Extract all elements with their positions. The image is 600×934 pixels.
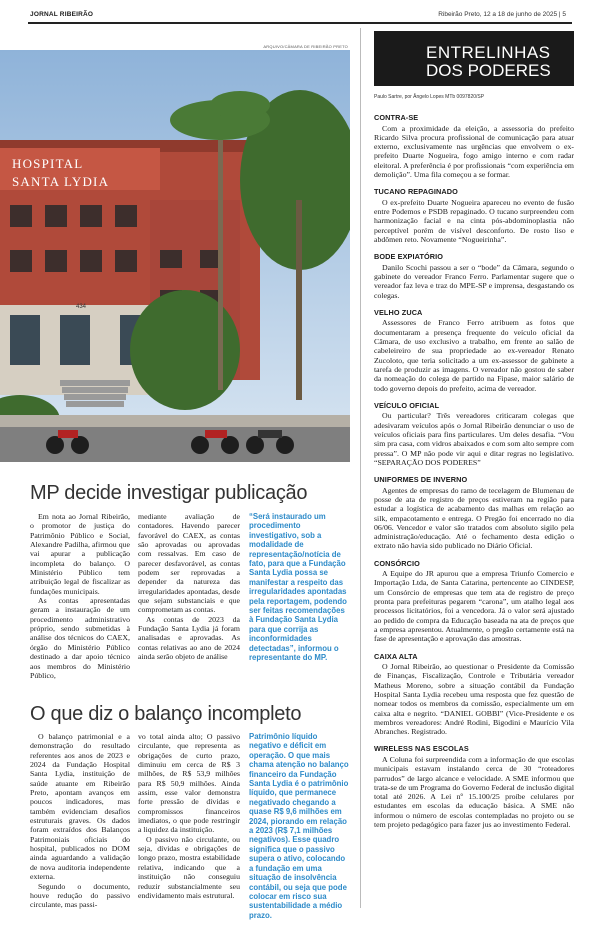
masthead [0,0,600,28]
column-title-dos: DOS [426,61,463,80]
article1-col1 [30,512,130,680]
section-text: Assessores de Franco Ferro atribuem as fotos que documentaram a presença frequente do veículo oficial da Câmara, de uso exclusivo a trabalho, em frente ao salão de cabeleireiro de sua propriedade ao ex-vereador Renato Zucoloto, que teria solicitado a um ex-assessor de gabinete a tarefa de produzir as imagens. O vereador não gostou de saber da nomeação do colega de partido na Fipase, maior salário de todo governo depois do prefeito, acima de vereador. [374,318,574,393]
article1-col1-p2: As contas apresentadas geram a instauração de um procedimento administrativo próprio, sendo submetidas à análise dos técnicos do CAEX, órgão do Ministério Público destinado a dar apoio técnico aos membros do Ministério Público, [30,596,130,680]
column-section [374,308,574,393]
column-divider [360,28,361,908]
column-section [374,252,574,300]
publication-name: JORNAL RIBEIRÃO [30,11,94,18]
column-section [374,744,574,829]
section-title: CONTRA-SE [374,113,419,122]
section-title: BODE EXPIATÓRIO [374,252,444,262]
hospital-sign-line2: SANTA LYDIA [12,174,110,189]
column-byline: Paulo Sartre, por Ângelo Lopes MTb 0097820/SP [374,94,485,100]
section-text: A Coluna foi surpreendida com a informação de que escolas municipais estavam instalando cerca de 30 “roteadores parrudos” de largo alcance e velocidade. A SME informou que trata-se de um Programa do Governo Federal de inclusão digital total até 2026. A Lei nº 15.100/25 proíbe celulares por estudantes em escolas da educação básica. A SME não informou o número de escolas contempladas no projeto ou se tem projeto pedagógico para fazer jus ao investimento Federal. [374,754,574,830]
article1-col2-p1: mediante avaliação de contadores. Havendo parecer favorável do CAEX, as contas são aprovadas ou aprovadas com ressalvas. Em caso de parecer desfavorável, as contas podem ser reprovadas a depender da natureza das irregularidades apontadas, desde que sejam substanciais e que comprometam as contas. [138,512,240,615]
article2-col1 [30,732,130,910]
section-text: Danilo Scochi passou a ser o “bode” da Câmara, segundo o gabinete do vereador Franco Ferro. Parlamentar sugere que o vereador faz leva e traz do MPE-SP e imprensa, desgastando os colegas. [374,262,574,300]
section-title: VEÍCULO OFICIAL [374,400,440,410]
date-page: Ribeirão Preto, 12 a 18 de junho de 2025 | 5 [438,11,566,18]
column-title-line2 [426,61,551,81]
column-title-poderes: PODERES [467,61,551,80]
column-section [374,559,574,644]
column-title-line1: ENTRELINHAS [426,43,551,62]
column-section [374,401,574,467]
section-text: Com a proximidade da eleição, a assessoria do prefeito Ricardo Silva procura profissional de comunicação para atuar externo, exclusivamente nas urgências que envolvem o ex-prefeito Duarte Nogueira, fogo amigo interno e com radar eleitoral. A preferência é por profissionais “com experiência em demolição”. Uma fila começou a se formar. [374,123,574,179]
article1-quote: “Será instaurado um procedimento investigativo, sob a modalidade de representação/notícia de fato, para que a Fundação Santa Lydia possa se manifestar a respeito das irregularidades apontadas pela reportagem, podendo ser feitas recomendações à Fundação Santa Lydia para que corrija as inconformidades detectadas”, informou o representante do MP. [249,512,347,663]
hospital-sign-line1: HOSPITAL [12,156,84,171]
hospital-photo [0,50,350,462]
article1-headline: MP decide investigar publicação [30,482,308,504]
building-number: 434 [76,304,87,310]
section-text: O ex-prefeito Duarte Nogueira apareceu no evento de fusão entre Podemos e PSDB repaginado. O tucano surpreendeu com harmonização facial e na cinta pós-abdominoplastia não perceptível porém de visível desconforto. De rosto liso e abdômen reto. Novamente “Nogueirinha”. [374,197,574,244]
article2-col1-p2: Segundo o documento, houve redução do passivo circulante, mas passi- [30,881,130,910]
section-text: O Jornal Ribeirão, ao questionar o Presidente da Comissão de Finanças, Fiscalização, Controle e Tributária vereador Matheus Moreno, sobre a situação contábil da Fundação Hospital Santa Lydia recebeu uma resposta que fez questão de nomear todos os membros da comissão, especialmente um em caixa alta e negrito. “DANIEL GOBBI” (Vice-Presidente e os membros vereadores: André Rodini, Bigodini e Maurício Vila Abranches. Registrado. [374,662,574,737]
article1-col1-p1: Em nota ao Jornal Ribeirão, o promotor de justiça do Patrimônio Público e Social, Alexandre Padilha, afirmou que vai apurar a publicação incompleta do balanço. O Ministério Público tem atribuição legal de fiscalizar as fundações municipais. [30,512,130,596]
article2-quote: Patrimônio líquido negativo e déficit em operação. O que mais chama atenção no balanço financeiro da Fundação Santa Lydia é o patrimônio líquido, que permanece negativado chegando a quase R$ 9,6 milhões em 2024, piorando em relação a 2023 (R$ 7,1 milhões negativos). Esse quadro significa que o passivo supera o ativo, colocando a fundação em uma situação de insolvência contábil, ou seja que pode colocar em risco sua sustentabilidade a médio prazo. [249,732,349,920]
article2-headline: O que diz o balanço incompleto [30,703,302,725]
section-title: CAIXA ALTA [374,651,418,661]
section-title: WIRELESS NAS ESCOLAS [374,744,469,754]
article2-col2-p1: vo total ainda alto; O passivo circulante, que representa as obrigações de curto prazo, diminuiu em cerca de R$ 3 milhões, de R$ 53,9 milhões para R$ 50,9 milhões. Ainda assim, esse valor demonstra forte pressão de dívidas e compromissos financeiros imediatos, o que pode restringir a liquidez da instituição. [138,732,240,835]
section-text: A Equipe do JR apurou que a empresa Triunfo Comercio e Importação Ltda, de Santa Catarina, pertencente ao CINDESP, um Consórcio de empresas que tem ata de registro de preço pronta para prefeituras pegarem “carona”, um atalho legal aos processos licitatórios, foi a vencedora. Já o valor será ajustado ao pedido de compra da Educação baseada na ata de preços que a empresa apresentou. Atualmente, o pregão certamente está na fase de apresentação e aprovação das amostras. [374,569,574,644]
masthead-rule [28,22,572,24]
column-section [374,652,574,737]
section-text: Agentes de empresas do ramo de tecelagem de Blumenau de posse de ata de registro de preços estiveram na região para estudar a logística de acabamento das malhas em relação ao silk, empacotamento e entrega. O Pregão foi encerrado no dia 06/06. Vencedor e valor são tratados com absoluto sigilo pela administração/educação. Até o fechamento desta edição o extrato não havia sido publicado no Diário Oficial. [374,485,574,551]
column-body [374,113,574,837]
photo-credit: ARQUIVO/CÂMARA DE RIBEIRÃO PRETO [263,44,348,49]
column-title-banner [374,31,574,86]
column-section [374,475,574,551]
article2-col2 [138,732,240,900]
section-title: CONSÓRCIO [374,558,420,568]
article1-col2-p2: As contas de 2023 da Fundação Santa Lydia já foram analisadas e aprovadas. As contas relativas ao ano de 2024 ainda serão objeto de análise [138,614,240,662]
column-section [374,113,574,179]
article1-col2 [138,512,240,662]
section-title: UNIFORMES DE INVERNO [374,475,468,485]
section-title: VELHO ZUCA [374,307,423,317]
section-text: Ou particular? Três vereadores criticaram colegas que adesivaram veículos após o Jornal Ribeirão denunciar o uso de veículos oficiais para fins particulares. Um deles desafia. “Vou sim pra casa, com vidros abaixados e com som alto sempre com pressa”. O MP não pode vir aqui e ditar regras no legislativo. “SEPARAÇÃO DOS PODERES” [374,411,574,467]
section-title: TUCANO REPAGINADO [374,187,458,197]
column-section [374,187,574,244]
article2-col2-p2: O passivo não circulante, ou seja, dívidas e obrigações de longo prazo, mostra estabilidade relativa, indicando que a instituição não conseguiu reduzir substancialmente seu endividamento mais estrutural. [138,834,240,900]
article2-col1-p1: O balanço patrimonial e a demonstração do resultado referentes aos anos de 2023 e 2024 da Fundação Hospital Santa Lydia, instituição de saúde atuante em Ribeirão Preto, apontam avanços em poucos indicadores, mas também evidenciam desafios estruturais graves. Os dados foram extraídos dos Balanços Patrimoniais oficiais do hospital, publicados no DOM ainda aguardando a validação de nova auditoria independente externa. [30,732,130,882]
